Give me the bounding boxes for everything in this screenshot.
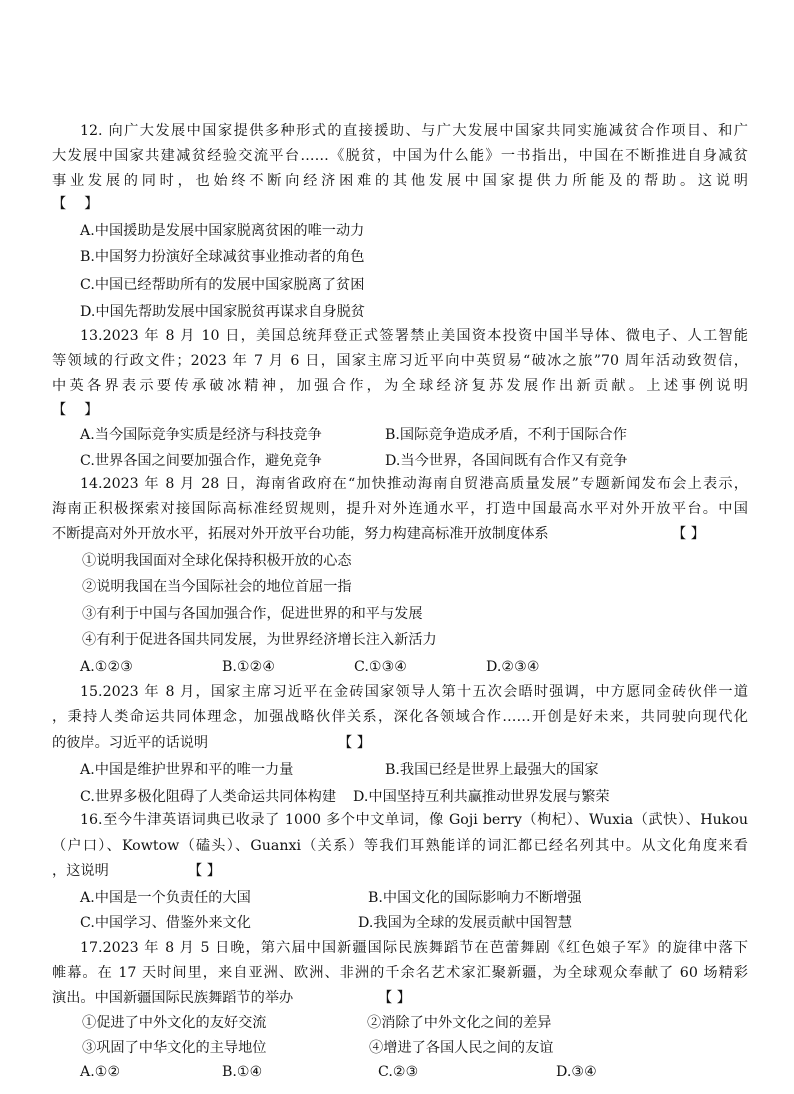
- option-c: C.世界多极化阻碍了人类命运共同体构建: [80, 789, 337, 805]
- answer-bracket: 【 】: [338, 735, 371, 751]
- question-text-line: 事业发展的同时，也始终不断向经济困难的其他发展中国家提供力所能及的帮助。这说明: [52, 173, 748, 189]
- option-b: B.国际竞争造成矛盾，不利于国际合作: [385, 427, 627, 443]
- answer-bracket: 【 】: [188, 863, 221, 879]
- question-text-line: ，秉持人类命运共同体理念，加强战略伙伴关系，深化各领域合作……开创是好未来，共同驶向现代化: [52, 709, 748, 725]
- statement-1: ①促进了中外文化的友好交流: [82, 1015, 267, 1031]
- answer-bracket: 【 】: [672, 526, 705, 542]
- option-a: A.中国是一个负责任的大国: [80, 890, 251, 906]
- statement-3: ③巩固了中华文化的主导地位: [82, 1040, 267, 1056]
- option-b: B.中国努力扮演好全球减贫事业推动者的角色: [80, 249, 365, 265]
- question-text-line: 等领域的行政文件；2023 年 7 月 6 日，国家主席习近平向中英贸易“破冰之旅”70 周年活动致贺信，: [52, 353, 748, 369]
- statement-4: ④增进了各国人民之间的友谊: [369, 1040, 554, 1056]
- question-text-line: （户口）、Kowtow（磕头）、Guanxi（关系）等我们耳熟能详的词汇都已经名列其中。从文化角度来看: [52, 838, 748, 854]
- statement-2: ②说明我国在当今国际社会的地位首屈一指: [82, 579, 352, 595]
- question-text-line: 海南正积极探索对接国际高标准经贸规则，提升对外连通水平，打造中国最高水平对外开放平台。中国: [52, 501, 748, 517]
- option-d: D.当今世界，各国间既有合作又有竞争: [385, 453, 628, 469]
- answer-bracket: 【 】: [52, 402, 99, 418]
- question-text-line: 帷幕。在 17 天时间里，来自亚洲、欧洲、非洲的千余名艺术家汇聚新疆，为全球观众奉献了 60 场精彩: [52, 965, 748, 981]
- statement-2: ②消除了中外文化之间的差异: [367, 1015, 552, 1031]
- question-text-line: 13.2023 年 8 月 10 日，美国总统拜登正式签署禁止美国资本投资中国半导体、微电子、人工智能: [80, 328, 748, 344]
- option-a: A.①②③: [80, 659, 133, 675]
- question-text-line: 15.2023 年 8 月，国家主席习近平在金砖国家领导人第十五次会晤时强调，中方愿同金砖伙伴一道: [80, 684, 748, 700]
- answer-bracket: 【 】: [378, 990, 411, 1006]
- question-text-line: 16.至今牛津英语词典已收录了 1000 多个中文单词，像 Goji berry（枸杞）、Wuxia（武快）、Hukou: [80, 812, 748, 828]
- option-a: A.中国援助是发展中国家脱离贫困的唯一动力: [80, 223, 365, 239]
- option-c: C.中国已经帮助所有的发展中国家脱离了贫困: [80, 277, 365, 293]
- question-text-line: 不断提高对外开放水平，拓展对外开放平台功能，努力构建高标准开放制度体系: [52, 526, 549, 542]
- option-a: A.①②: [80, 1064, 121, 1080]
- answer-bracket: 【 】: [52, 196, 99, 212]
- option-d: D.②③④: [486, 659, 540, 675]
- option-d: D.③④: [556, 1064, 597, 1080]
- option-b: B.我国已经是世界上最强大的国家: [385, 762, 599, 778]
- option-b: B.①②④: [222, 659, 276, 675]
- question-text-line: 大发展中国家共建减贫经验交流平台……《脱贫，中国为什么能》一书指出，中国在不断推进自身减贫: [52, 148, 748, 164]
- question-text-line: 14.2023 年 8 月 28 日，海南省政府在“加快推动海南自贸港高质量发展”专题新闻发布会上表示，: [80, 476, 748, 492]
- option-a: A.当今国际竞争实质是经济与科技竞争: [80, 427, 322, 443]
- option-c: C.世界各国之间要加强合作，避免竞争: [80, 453, 322, 469]
- question-text-line: 17.2023 年 8 月 5 日晚，第六届中国新疆国际民族舞蹈节在芭蕾舞剧《红色娘子军》的旋律中落下: [80, 940, 748, 956]
- option-c: C.中国学习、借鉴外来文化: [80, 915, 251, 931]
- option-b: B.中国文化的国际影响力不断增强: [368, 890, 582, 906]
- option-d: D.中国先帮助发展中国家脱贫再谋求自身脱贫: [80, 304, 365, 320]
- option-d: D.中国坚持互利共赢推动世界发展与繁荣: [353, 789, 610, 805]
- statement-4: ④有利于促进各国共同发展，为世界经济增长注入新活力: [82, 632, 437, 648]
- question-text-line: ，这说明: [52, 863, 109, 879]
- statement-3: ③有利于中国与各国加强合作，促进世界的和平与发展: [82, 606, 423, 622]
- option-d: D.我国为全球的发展贡献中国智慧: [358, 915, 573, 931]
- question-text-line: 中英各界表示要传承破冰精神，加强合作，为全球经济复苏发展作出新贡献。上述事例说明: [52, 378, 748, 394]
- question-text-line: 的彼岸。习近平的话说明: [52, 735, 209, 751]
- option-a: A.中国是维护世界和平的唯一力量: [80, 762, 294, 778]
- option-c: C.②③: [378, 1064, 419, 1080]
- statement-1: ①说明我国面对全球化保持积极开放的心态: [82, 553, 352, 569]
- question-text-line: 12. 向广大发展中国家提供多种形式的直接援助、与广大发展中国家共同实施减贫合作项目、和广: [80, 123, 748, 139]
- option-b: B.①④: [222, 1064, 263, 1080]
- question-text-line: 演出。中国新疆国际民族舞蹈节的举办: [52, 990, 294, 1006]
- option-c: C.①③④: [354, 659, 408, 675]
